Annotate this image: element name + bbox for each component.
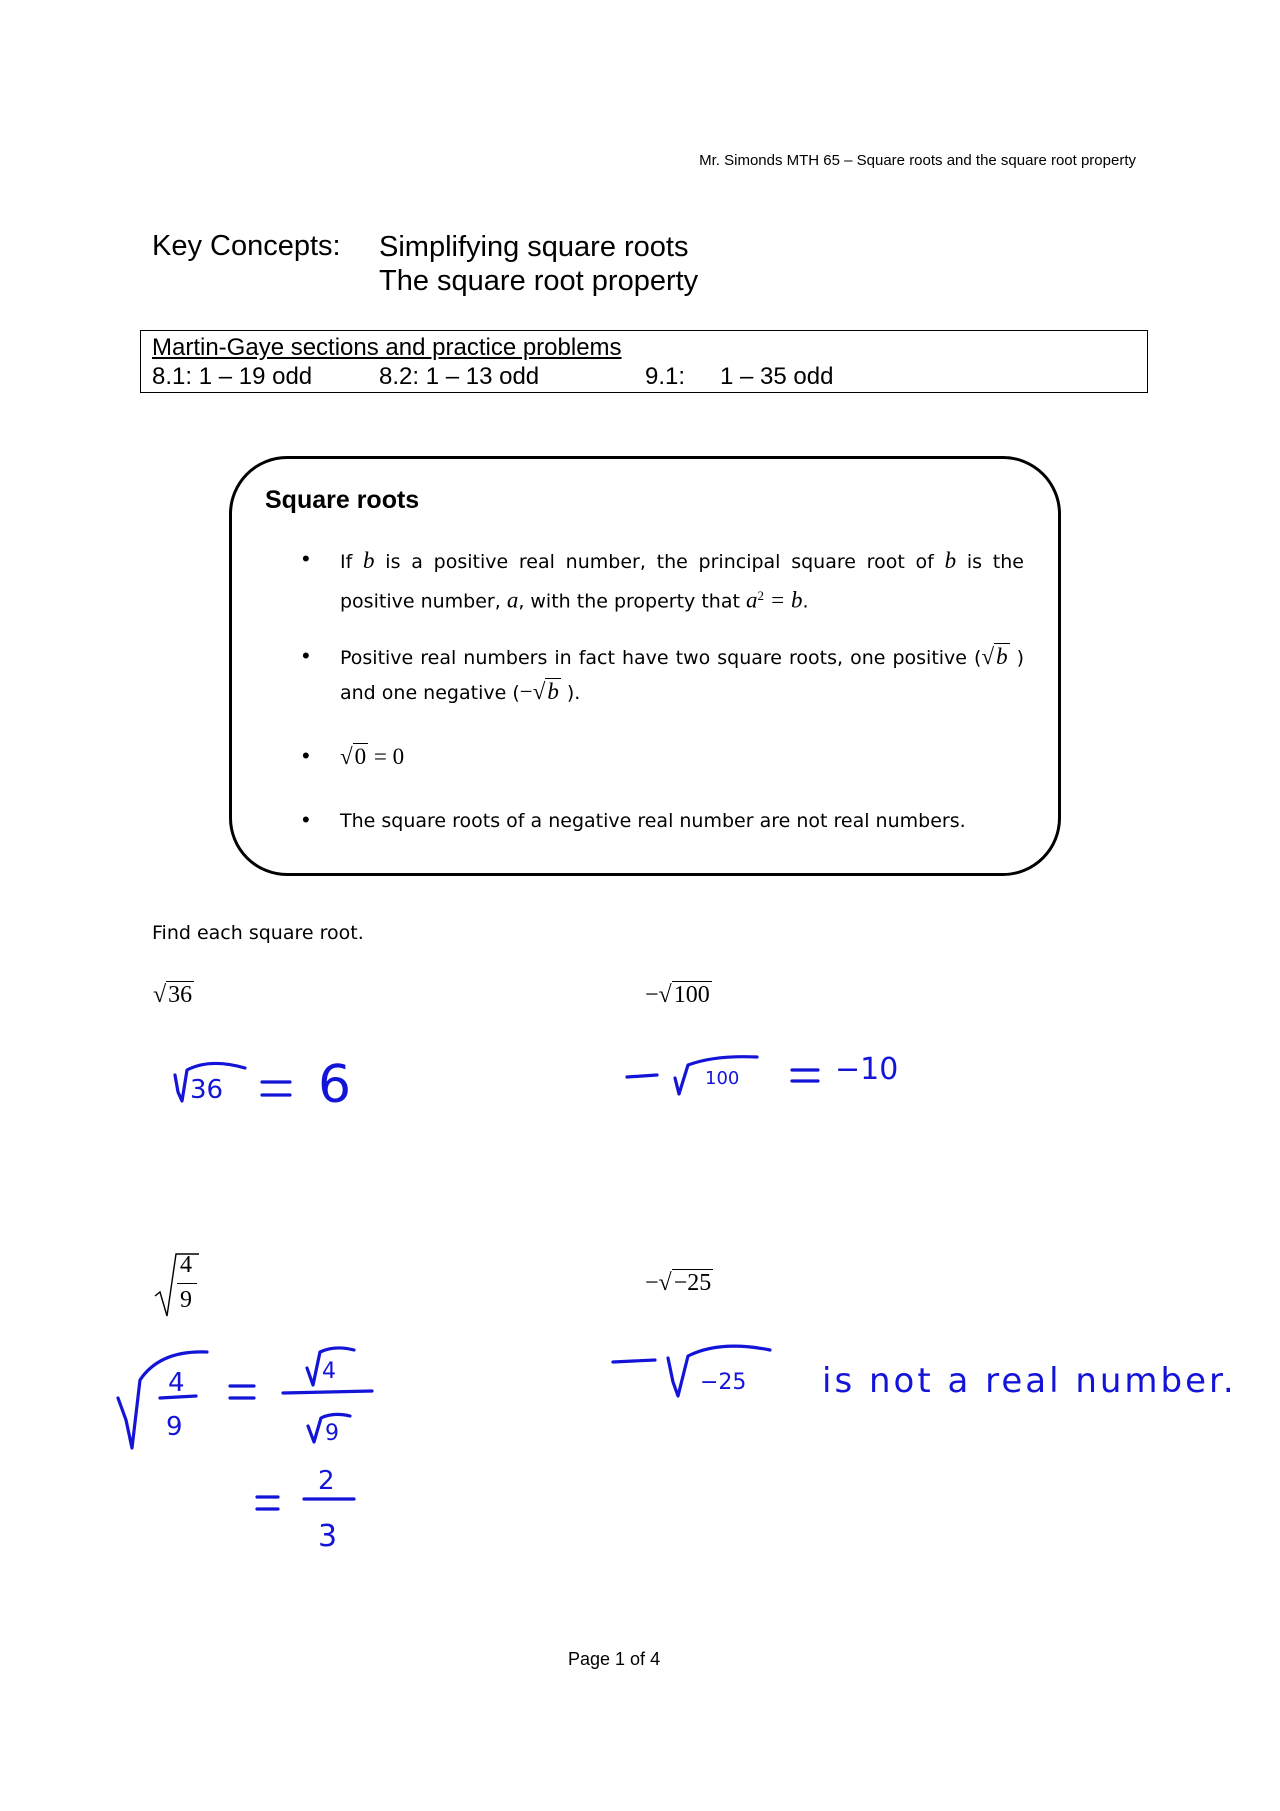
answer-3-result-denominator: 3: [318, 1519, 338, 1554]
answer-3-sqrt-den: [308, 1414, 350, 1442]
answer-4-radical: [668, 1346, 770, 1396]
problem-3-numerator: 4: [180, 1252, 192, 1278]
answer-4-minus: [613, 1360, 655, 1362]
answer-2-minus: [627, 1075, 657, 1077]
answer-3-sqrt-num: [307, 1348, 354, 1385]
answer-1-radical: [175, 1063, 245, 1101]
bullet-4: •: [302, 807, 310, 832]
key-concept-1: Simplifying square roots: [379, 231, 689, 263]
section-item-8-2: 8.2: 1 – 13 odd: [379, 363, 540, 390]
answer-4-radicand: −25: [700, 1370, 747, 1395]
square-roots-title: Square roots: [265, 486, 420, 514]
sections-title: Martin-Gaye sections and practice problems: [152, 334, 622, 361]
answer-4-text: is not a real number.: [822, 1361, 1237, 1401]
section-item-9-1-range: 1 – 35 odd: [720, 363, 834, 390]
answer-1-radicand: 36: [190, 1075, 224, 1105]
page-header: Mr. Simonds MTH 65 – Square roots and the square root property: [699, 152, 1136, 169]
key-concept-2: The square root property: [379, 265, 699, 297]
problem-3-denominator: 9: [180, 1287, 192, 1313]
problem-1: √36: [153, 982, 193, 1008]
bullet-3-text: √0 = 0: [340, 744, 405, 769]
answer-3-equals-2: [257, 1497, 278, 1509]
problem-3: [153, 1252, 213, 1324]
bullet-1-text: If b is a positive real number, the principal square root of b is the positive number, a, with the property that $a^2 = b$.: [340, 548, 1024, 613]
problem-4: −√−25: [645, 1270, 712, 1296]
answer-3-equals-1: [230, 1386, 254, 1398]
answer-2-radical: [675, 1057, 757, 1094]
answer-2-equals: [792, 1070, 818, 1081]
answer-1-equals: [262, 1082, 290, 1095]
answer-2-result: −10: [835, 1052, 899, 1087]
problem-3-fraction-bar: [177, 1283, 197, 1284]
key-concepts-topics: [379, 230, 698, 298]
bullet-2: •: [302, 643, 310, 668]
answer-3-fraction-bar-2: [283, 1391, 372, 1393]
page-footer: Page 1 of 4: [568, 1649, 661, 1669]
answer-3-sqrt-den-value: 9: [325, 1421, 339, 1446]
bullet-4-text: The square roots of a negative real number are not real numbers.: [340, 810, 966, 832]
bullet-2-text: Positive real numbers in fact have two square roots, one positive (√b ) and one negative (−√b ).: [340, 644, 1025, 704]
answer-3-result-numerator: 2: [318, 1466, 335, 1496]
answer-3-fraction-bar: [160, 1396, 196, 1398]
bullet-1: •: [302, 546, 310, 571]
answer-3-sqrt-num-value: 4: [322, 1359, 336, 1384]
key-concepts-label: Key Concepts:: [152, 230, 341, 262]
problem-2: −√100: [645, 982, 710, 1008]
section-item-9-1: 9.1:: [645, 363, 686, 390]
section-item-8-1: 8.1: 1 – 19 odd: [152, 363, 313, 390]
exercise-instruction: Find each square root.: [152, 922, 364, 944]
answer-3-numerator: 4: [168, 1368, 185, 1398]
answer-3-denominator: 9: [166, 1412, 183, 1442]
answer-2-radicand: 100: [705, 1068, 740, 1089]
answer-1-result: 6: [318, 1055, 352, 1115]
answer-3-radical: [118, 1352, 207, 1448]
bullet-3: •: [302, 743, 310, 768]
